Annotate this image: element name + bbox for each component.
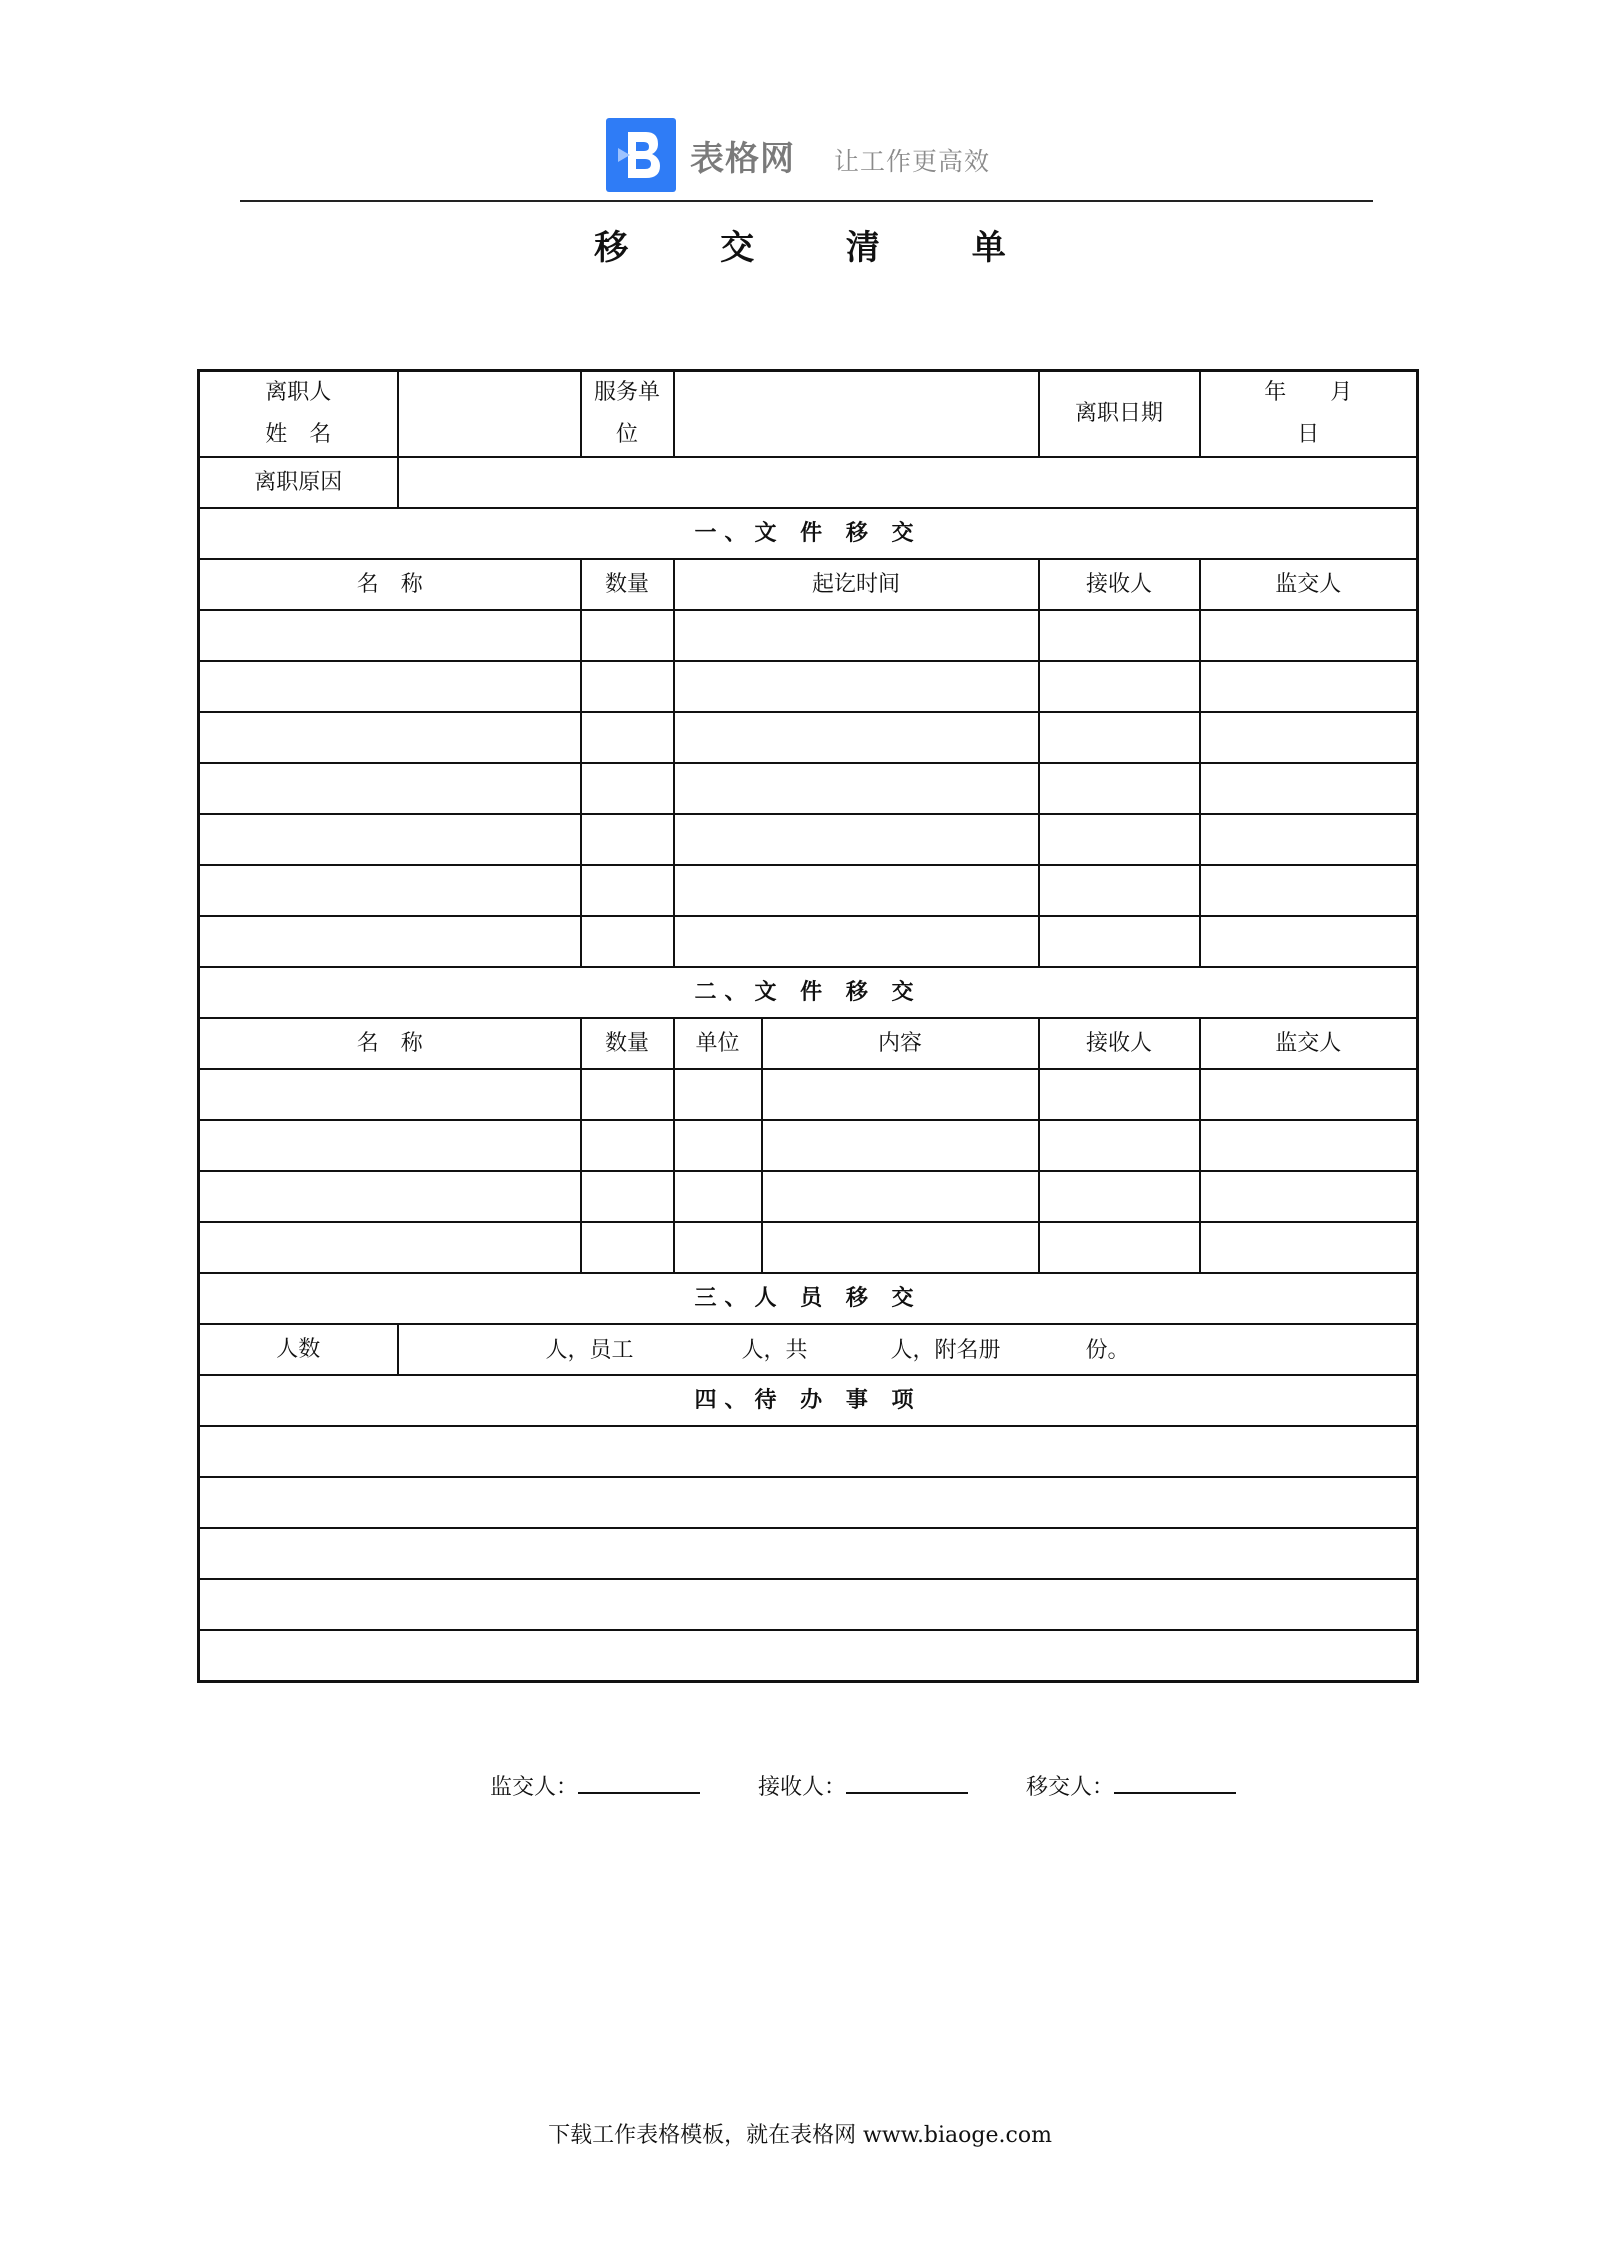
pending-item-field[interactable] xyxy=(199,1477,1418,1528)
reason-label: 离职原因 xyxy=(199,457,398,508)
cell[interactable] xyxy=(1039,1120,1200,1171)
personnel-count-label: 人数 xyxy=(199,1324,398,1375)
cell[interactable] xyxy=(1039,1222,1200,1273)
cell[interactable] xyxy=(762,1069,1039,1120)
cell[interactable] xyxy=(674,763,1039,814)
cell[interactable] xyxy=(581,610,674,661)
personnel-text-part: 人，员工 xyxy=(545,1338,634,1363)
name-label: 离职人 姓 名 xyxy=(199,371,398,458)
cell[interactable] xyxy=(581,1069,674,1120)
table-row xyxy=(199,610,1418,661)
section3-title: 三、人 员 移 交 xyxy=(199,1273,1418,1324)
cell[interactable] xyxy=(1200,916,1418,967)
column-header: 内容 xyxy=(762,1018,1039,1069)
logo-icon xyxy=(606,118,676,192)
section1-title: 一、文 件 移 交 xyxy=(199,508,1418,559)
reason-field[interactable] xyxy=(398,457,1418,508)
info-row xyxy=(199,371,1418,458)
receiver-signature-line[interactable] xyxy=(846,1770,968,1794)
section3-header-row xyxy=(199,1273,1418,1324)
cell[interactable] xyxy=(199,1222,581,1273)
column-header: 单位 xyxy=(674,1018,762,1069)
brand-header xyxy=(0,118,1600,196)
cell[interactable] xyxy=(1200,1069,1418,1120)
cell[interactable] xyxy=(1039,712,1200,763)
cell[interactable] xyxy=(581,865,674,916)
table-row xyxy=(199,865,1418,916)
transfer-form-table xyxy=(197,369,1419,1683)
cell[interactable] xyxy=(1039,610,1200,661)
table-row xyxy=(199,1171,1418,1222)
cell[interactable] xyxy=(1200,763,1418,814)
section2-header-row xyxy=(199,967,1418,1018)
supervisor-label: 监交人： xyxy=(490,1775,579,1800)
personnel-count-field[interactable] xyxy=(398,1324,1418,1375)
cell[interactable] xyxy=(1200,1120,1418,1171)
cell[interactable] xyxy=(1200,610,1418,661)
pending-item-field[interactable] xyxy=(199,1630,1418,1682)
cell[interactable] xyxy=(199,763,581,814)
transferor-signature-line[interactable] xyxy=(1114,1770,1236,1794)
column-header: 监交人 xyxy=(1200,559,1418,610)
cell[interactable] xyxy=(1039,865,1200,916)
personnel-row xyxy=(199,1324,1418,1375)
cell[interactable] xyxy=(674,916,1039,967)
cell[interactable] xyxy=(674,1222,762,1273)
cell[interactable] xyxy=(199,661,581,712)
column-header: 数量 xyxy=(581,559,674,610)
column-header: 名 称 xyxy=(199,1018,581,1069)
pending-item-field[interactable] xyxy=(199,1426,1418,1477)
cell[interactable] xyxy=(199,814,581,865)
cell[interactable] xyxy=(581,763,674,814)
brand-slogan: 让工作更高效 xyxy=(834,147,991,176)
cell[interactable] xyxy=(581,1222,674,1273)
cell[interactable] xyxy=(1039,661,1200,712)
cell[interactable] xyxy=(674,661,1039,712)
receiver-signature xyxy=(758,1770,968,1801)
cell[interactable] xyxy=(762,1171,1039,1222)
cell[interactable] xyxy=(762,1120,1039,1171)
cell[interactable] xyxy=(674,1069,762,1120)
section2-title: 二、文 件 移 交 xyxy=(199,967,1418,1018)
personnel-text-part: 人，附名册 xyxy=(890,1338,1001,1363)
personnel-text-part: 人，共 xyxy=(741,1338,808,1363)
cell[interactable] xyxy=(674,1171,762,1222)
cell[interactable] xyxy=(581,814,674,865)
cell[interactable] xyxy=(1039,1171,1200,1222)
table-row xyxy=(199,763,1418,814)
cell[interactable] xyxy=(674,610,1039,661)
table-row xyxy=(199,1528,1418,1579)
cell[interactable] xyxy=(581,1171,674,1222)
cell[interactable] xyxy=(1200,865,1418,916)
transferor-label: 移交人： xyxy=(1026,1775,1115,1800)
section1-header-row xyxy=(199,508,1418,559)
section2-column-row xyxy=(199,1018,1418,1069)
table-row xyxy=(199,1579,1418,1630)
cell[interactable] xyxy=(1039,763,1200,814)
cell[interactable] xyxy=(674,814,1039,865)
table-row xyxy=(199,1477,1418,1528)
cell[interactable] xyxy=(1200,712,1418,763)
section1-column-row xyxy=(199,559,1418,610)
cell[interactable] xyxy=(1200,814,1418,865)
date-label: 离职日期 xyxy=(1039,371,1200,458)
table-row xyxy=(199,712,1418,763)
column-header: 监交人 xyxy=(1200,1018,1418,1069)
cell[interactable] xyxy=(581,661,674,712)
cell[interactable] xyxy=(1039,814,1200,865)
column-header: 接收人 xyxy=(1039,559,1200,610)
cell[interactable] xyxy=(1039,916,1200,967)
cell[interactable] xyxy=(199,1171,581,1222)
table-row xyxy=(199,1120,1418,1171)
page-title: 移 交 清 单 xyxy=(594,228,1046,268)
header-divider xyxy=(240,200,1373,202)
cell[interactable] xyxy=(199,916,581,967)
cell[interactable] xyxy=(674,712,1039,763)
cell[interactable] xyxy=(581,1120,674,1171)
cell[interactable] xyxy=(581,712,674,763)
column-header: 起讫时间 xyxy=(674,559,1039,610)
section4-title: 四、待 办 事 项 xyxy=(199,1375,1418,1426)
section4-header-row xyxy=(199,1375,1418,1426)
cell[interactable] xyxy=(199,1120,581,1171)
reason-row xyxy=(199,457,1418,508)
cell[interactable] xyxy=(1039,1069,1200,1120)
name-field[interactable] xyxy=(398,371,581,458)
column-header: 数量 xyxy=(581,1018,674,1069)
cell[interactable] xyxy=(1200,1222,1418,1273)
cell[interactable] xyxy=(1200,1171,1418,1222)
column-header: 接收人 xyxy=(1039,1018,1200,1069)
cell[interactable] xyxy=(581,916,674,967)
footer-text: 下载工作表格模板，就在表格网 www.biaoge.com xyxy=(548,2123,1052,2148)
brand-name: 表格网 xyxy=(690,139,795,179)
unit-field[interactable] xyxy=(674,371,1039,458)
date-field[interactable]: 年 月 日 xyxy=(1200,371,1418,458)
column-header: 名 称 xyxy=(199,559,581,610)
cell[interactable] xyxy=(1200,661,1418,712)
table-row xyxy=(199,1630,1418,1682)
personnel-text-part: 份。 xyxy=(1085,1338,1130,1363)
unit-label: 服务单 位 xyxy=(581,371,674,458)
cell[interactable] xyxy=(199,610,581,661)
receiver-label: 接收人： xyxy=(758,1775,847,1800)
supervisor-signature xyxy=(490,1770,700,1801)
cell[interactable] xyxy=(199,865,581,916)
table-row xyxy=(199,661,1418,712)
cell[interactable] xyxy=(199,1069,581,1120)
table-row xyxy=(199,1222,1418,1273)
cell[interactable] xyxy=(674,1120,762,1171)
table-row xyxy=(199,814,1418,865)
cell[interactable] xyxy=(762,1222,1039,1273)
pending-item-field[interactable] xyxy=(199,1579,1418,1630)
table-row xyxy=(199,1069,1418,1120)
transferor-signature xyxy=(1026,1770,1236,1801)
cell[interactable] xyxy=(199,712,581,763)
table-row xyxy=(199,1426,1418,1477)
table-row xyxy=(199,916,1418,967)
supervisor-signature-line[interactable] xyxy=(578,1770,700,1794)
cell[interactable] xyxy=(674,865,1039,916)
pending-item-field[interactable] xyxy=(199,1528,1418,1579)
